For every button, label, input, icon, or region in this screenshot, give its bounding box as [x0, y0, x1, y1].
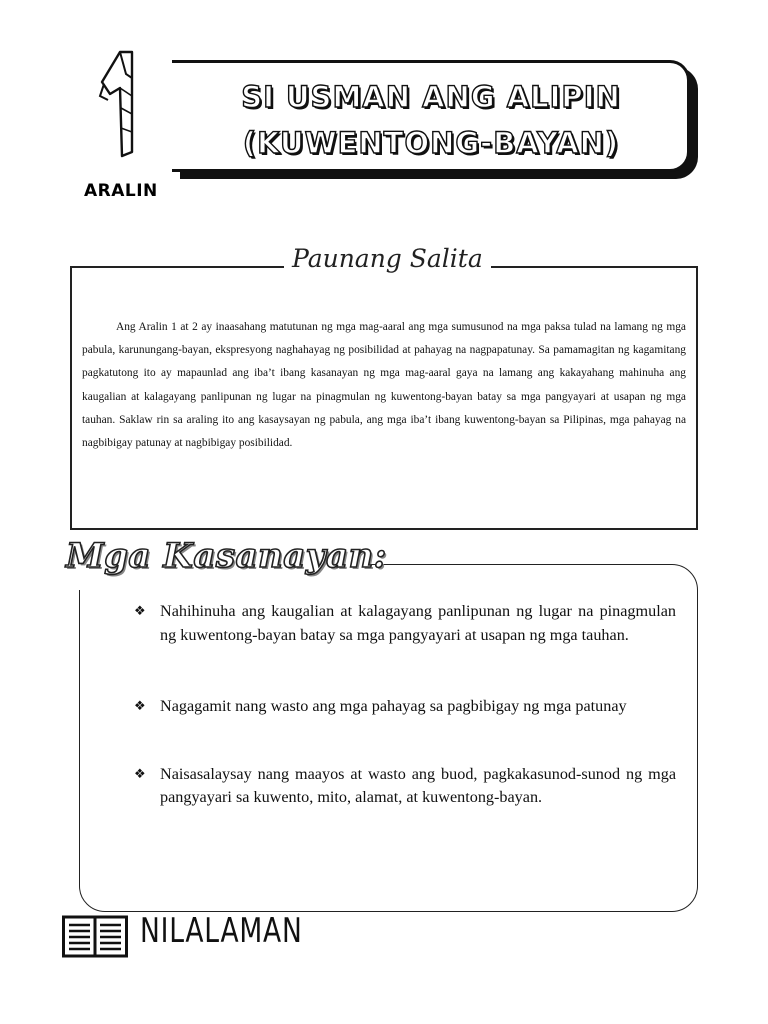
- skills-list: [134, 600, 676, 810]
- skill-text: Nahihinuha ang kaugalian at kalagayang panlipunan ng lugar na pinagmulan ng kuwentong-bayan batay sa mga pangyayari at usapan ng mga tauhan.: [160, 602, 676, 644]
- lesson-number-graphic: [96, 48, 148, 160]
- preface-heading: Paunang Salita: [284, 244, 491, 273]
- diamond-bullet-icon: ❖: [134, 766, 146, 782]
- lesson-subtitle: (KUWENTONG-BAYAN): [242, 126, 620, 160]
- preface-text: [82, 316, 686, 455]
- lesson-title: SI USMAN ANG ALIPIN: [241, 80, 621, 114]
- skill-item: [134, 695, 676, 719]
- skill-text: Nagagamit nang wasto ang mga pahayag sa pagbibigay ng mga patunay: [160, 697, 627, 715]
- skill-item: [134, 763, 676, 810]
- diamond-bullet-icon: ❖: [134, 699, 146, 714]
- open-book-icon: [62, 913, 128, 959]
- lesson-label: ARALIN: [84, 181, 158, 201]
- diamond-bullet-icon: ❖: [134, 604, 146, 619]
- skills-heading: Mga Kasanayan:: [66, 536, 387, 576]
- contents-heading: NILALAMAN: [140, 911, 303, 951]
- skill-text: Naisasalaysay nang maayos at wasto ang buod, pagkakasunod-sunod ng mga pangyayari sa kuwento, mito, alamat, at kuwentong-bayan.: [160, 764, 676, 806]
- skill-item: [134, 600, 676, 647]
- preface-paragraph: Ang Aralin 1 at 2 ay inaasahang matutunan ng mga mag-aaral ang mga sumusunod na mga paksa tulad na lamang ng mga pabula, karunungang-bayan, ekspresyong naghahayag ng posibilidad at pahayag na nagpapatunay. Sa pamamagitan ng kagamitang pagkatutong ito ay mapaunlad ang iba’t ibang kasanayan ng mga mag-aaral gaya na lamang ang kakayahang mahinuha ang kaugalian at kalagayang panlipunan ng lugar na pinagmulan ng kuwentong-bayan batay sa mga pangyayari at usapan ng mga tauhan. Saklaw rin sa araling ito ang kasaysayan ng pabula, ang mga iba’t ibang kuwentong-bayan sa Pilipinas, mga pahayag na nagbibigay patunay at nagbibigay posibilidad.: [82, 321, 686, 450]
